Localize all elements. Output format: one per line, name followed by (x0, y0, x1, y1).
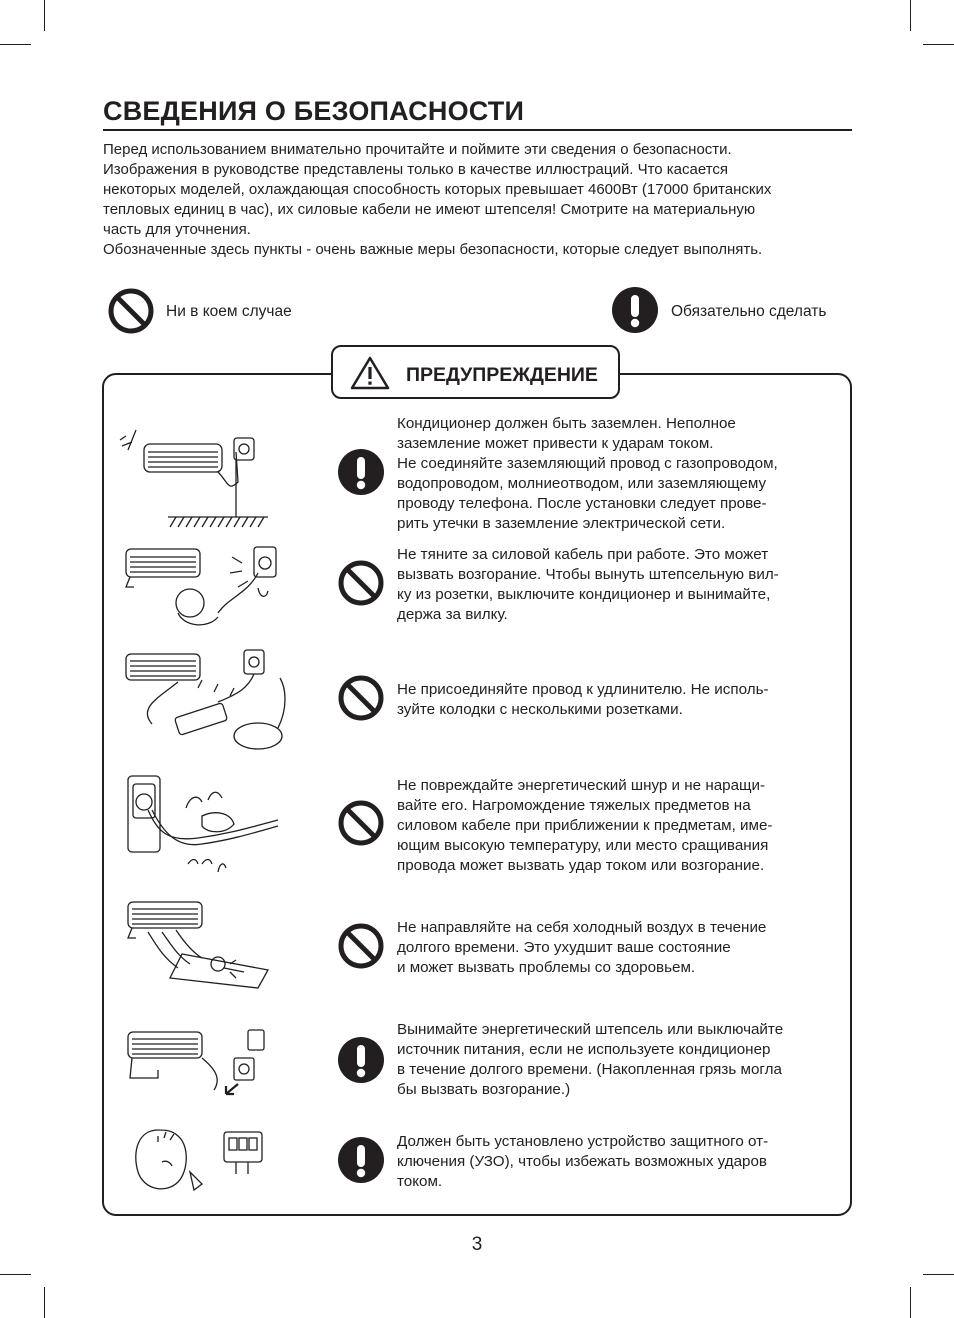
warning-header (331, 345, 620, 399)
text-line: вайте его. Нагромождение тяжелых предметов на (397, 797, 751, 814)
intro-line: некоторых моделей, охлаждающая способность которых превышает 4600Вт (17000 британских (103, 181, 772, 198)
text-line: и может вызвать проблемы со здоровьем. (397, 959, 696, 976)
text-line: ющим высокую температуру, или место сращивания (397, 837, 769, 854)
rcd-illustration (118, 1122, 278, 1198)
warning-triangle-icon (350, 356, 390, 390)
text-line: Не соединяйте заземляющий провод с газопроводом, (397, 455, 778, 472)
text-line: Вынимайте энергетический штепсель или выключайте (397, 1021, 784, 1038)
crop-mark (0, 1274, 31, 1275)
prohibited-icon (338, 923, 384, 969)
intro-line: Обозначенные здесь пункты - очень важные меры безопасности, которые следует выполнять. (103, 241, 763, 258)
safety-item (104, 1122, 848, 1202)
safety-item-text (397, 680, 827, 720)
mandatory-icon (612, 287, 658, 333)
mandatory-icon (338, 449, 384, 495)
text-line: ключения (УЗО), чтобы избежать возможных ударов (397, 1153, 768, 1170)
page-title: СВЕДЕНИЯ О БЕЗОПАСНОСТИ (103, 94, 852, 131)
legend-prohibited-label: Ни в коем случае (166, 303, 292, 320)
crop-mark (44, 0, 45, 31)
safety-item-text (397, 776, 827, 876)
mandatory-icon (338, 1037, 384, 1083)
pulling-cord-illustration (118, 543, 278, 638)
safety-item-text (397, 1132, 827, 1192)
grounding-illustration (118, 422, 278, 527)
page-number: 3 (471, 1234, 483, 1255)
text-line: Не тяните за силовой кабель при работе. Это может (397, 546, 769, 563)
intro-line: Перед использованием внимательно прочитайте и поймите эти сведения о безопасности. (103, 141, 732, 158)
text-line: рить утечки в заземление электрической сети. (397, 515, 726, 532)
safety-item-text (397, 545, 827, 625)
safety-item (104, 412, 848, 536)
text-line: током. (397, 1173, 443, 1190)
intro-text (103, 140, 863, 260)
prohibited-icon (338, 675, 384, 721)
intro-line: Изображения в руководстве представлены только в качестве иллюстраций. Что касается (103, 161, 729, 178)
text-line: ку из розетки, выключите кондиционер и вынимайте, (397, 586, 771, 603)
text-line: Не повреждайте энергетический шнур и не наращи- (397, 777, 766, 794)
intro-line: часть для уточнения. (103, 221, 251, 238)
safety-item-text (397, 1020, 827, 1100)
safety-item-text (397, 918, 827, 978)
text-line: бы вызвать возгорание.) (397, 1081, 571, 1098)
safety-item (104, 543, 848, 643)
legend-mandatory-label: Обязательно сделать (671, 303, 827, 320)
text-line: держа за вилку. (397, 606, 508, 623)
text-line: водопроводом, молниеотводом, или заземляющему (397, 475, 767, 492)
crop-mark (0, 44, 31, 45)
text-line: Не присоединяйте провод к удлинителю. Не исполь- (397, 681, 769, 698)
text-line: Не направляйте на себя холодный воздух в течение (397, 919, 767, 936)
extension-cord-illustration (118, 648, 288, 748)
prohibited-icon (108, 288, 154, 334)
damaged-cord-illustration (118, 772, 278, 880)
safety-item (104, 648, 848, 758)
text-line: Должен быть установлено устройство защитного от- (397, 1133, 769, 1150)
crop-mark (44, 1287, 45, 1318)
crop-mark (910, 0, 911, 31)
unplug-illustration (118, 1028, 278, 1108)
text-line: долгого времени. Это ухудшит ваше состояние (397, 939, 731, 956)
safety-item-text (397, 414, 827, 534)
prohibited-icon (338, 800, 384, 846)
text-line: провода может вызвать удар током или возгорание. (397, 857, 765, 874)
text-line: проводу телефона. После установки следует прове- (397, 495, 767, 512)
intro-line: тепловых единиц в час), их силовые кабели не имеют штепселя! Смотрите на материальную (103, 201, 756, 218)
text-line: заземление может привести к ударам током. (397, 435, 714, 452)
text-line: зуйте колодки с несколькими розетками. (397, 701, 683, 718)
text-line: Кондиционер должен быть заземлен. Неполное (397, 415, 736, 432)
crop-mark (910, 1287, 911, 1318)
mandatory-icon (338, 1137, 384, 1183)
prohibited-icon (338, 560, 384, 606)
crop-mark (923, 1274, 954, 1275)
crop-mark (923, 44, 954, 45)
safety-item (104, 768, 848, 886)
text-line: в течение долгого времени. (Накопленная грязь могла (397, 1061, 782, 1078)
text-line: вызвать возгорание. Чтобы вынуть штепсельную вил- (397, 566, 779, 583)
safety-item (104, 1020, 848, 1115)
safety-item (104, 896, 848, 996)
cold-air-illustration (118, 898, 288, 993)
warning-label: ПРЕДУПРЕЖДЕНИЕ (406, 364, 598, 386)
text-line: силовом кабеле при приближении к предметам, име- (397, 817, 773, 834)
text-line: источник питания, если не используете кондиционер (397, 1041, 771, 1058)
